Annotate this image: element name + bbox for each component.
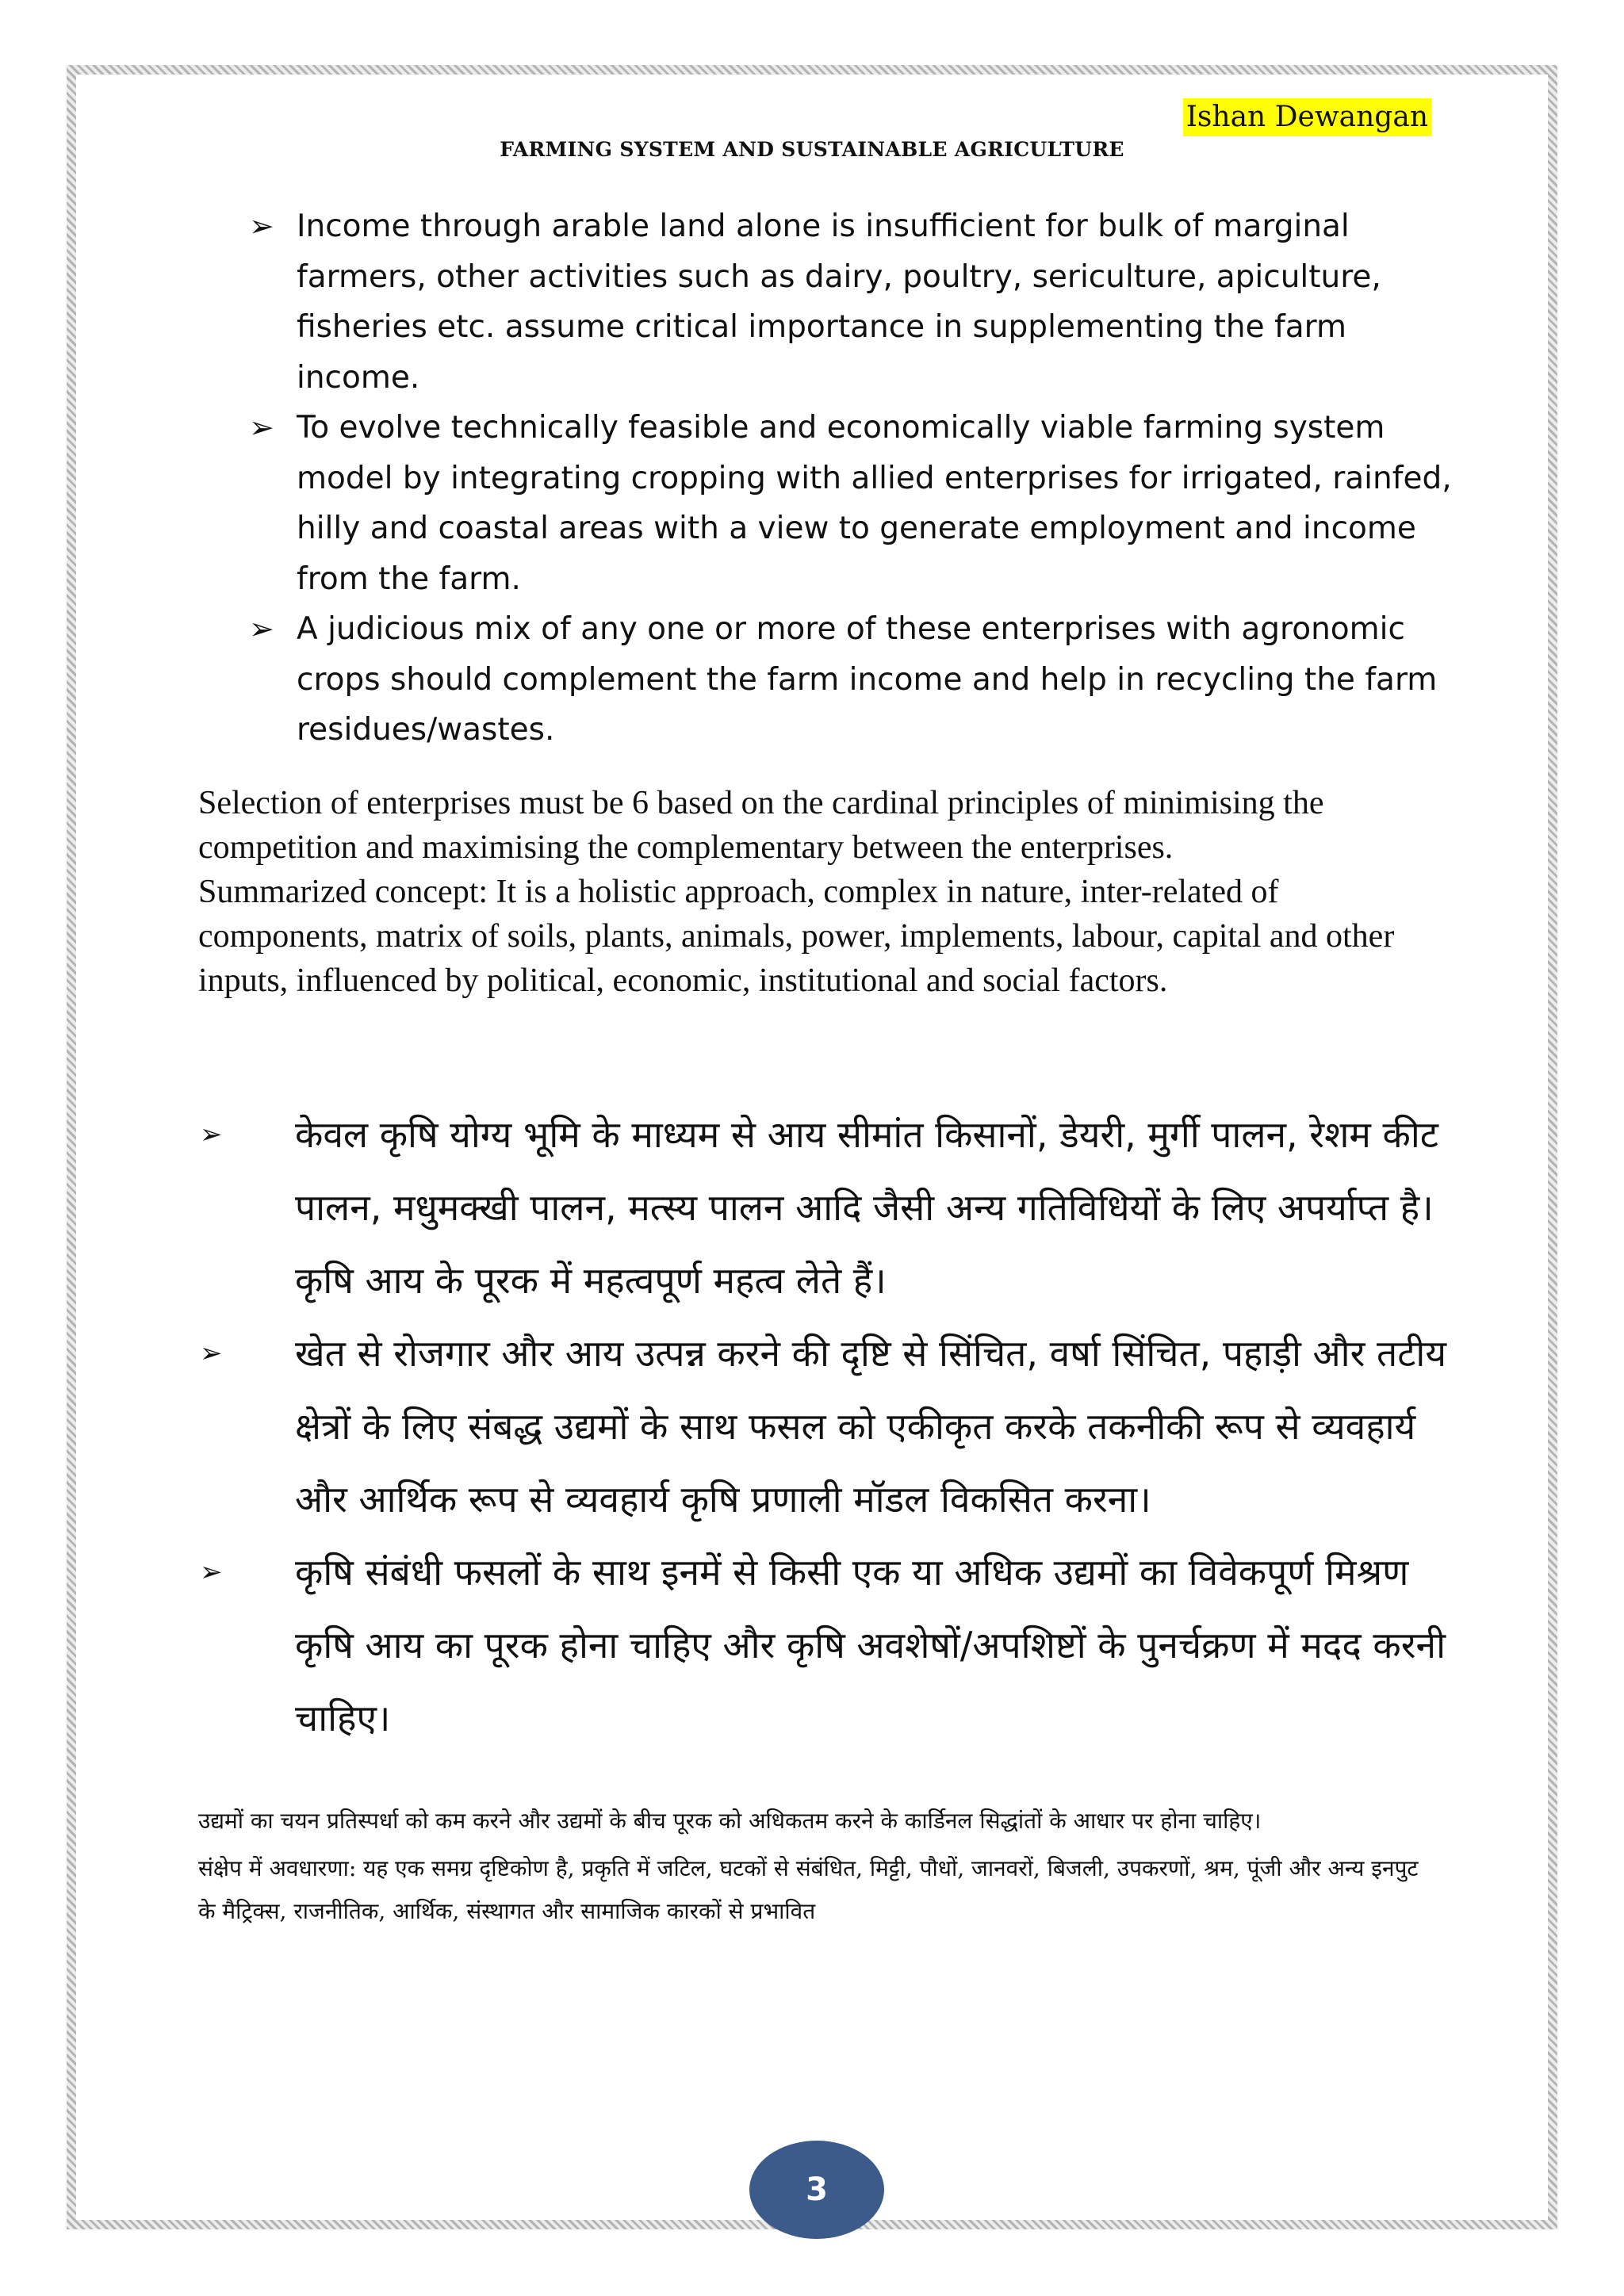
page-number-badge: 3 [749,2141,884,2239]
enterprise-selection-paragraph: Selection of enterprises must be 6 based on the cardinal principles of minimising the competition and maximising the complementary between the enterprises. [198,785,1324,866]
english-bullet-list [249,201,1454,756]
bullet-text: A judicious mix of any one or more of these enterprises with agronomic crops should complement the farm income and help in recycling the farm residues/wastes. [297,611,1438,748]
arrow-bullet-icon: ➢ [249,611,274,646]
bullet-text: खेत से रोजगार और आय उत्पन्न करने की दृष्टि से सिंचित, वर्षा सिंचित, पहाड़ी और तटीय क्षेत्रों के लिए संबद्ध उद्यमों के साथ फसल को एकीकृत करके तकनीकी रूप से व्यवहार्य और आर्थिक रूप से व्यवहार्य कृषि प्रणाली मॉडल विकसित करना। [295,1332,1447,1521]
english-paragraphs [198,781,1435,1003]
hindi-bullet-list [200,1098,1469,1755]
list-item [249,604,1454,756]
summarized-concept-paragraph: Summarized concept: It is a holistic approach, complex in nature, inter-related of components, matrix of soils, plants, animals, power, implements, labour, capital and other inputs, influenced by political, economic, institutional and social factors. [198,874,1395,999]
list-item [249,201,1454,403]
hindi-enterprise-selection-paragraph: उद्यमों का चयन प्रतिस्पर्धा को कम करने और उद्यमों के बीच पूरक को अधिकतम करने के कार्डिनल सिद्धांतों के आधार पर होना चाहिए। [198,1808,1262,1834]
arrow-bullet-icon: ➢ [249,209,274,243]
list-item [200,1098,1469,1317]
author-name: Ishan Dewangan [1183,98,1431,136]
hindi-paragraphs [198,1800,1435,1938]
hindi-summarized-concept-paragraph: संक्षेप में अवधारणा: यह एक समग्र दृष्टिकोण है, प्रकृति में जटिल, घटकों से संबंधित, मिट्टी, पौधों, जानवरों, बिजली, उपकरणों, श्रम, पूंजी और अन्य इनपुट के मैट्रिक्स, राजनीतिक, आर्थिक, संस्थागत और सामाजिक कारकों से प्रभावित [198,1855,1419,1924]
arrow-bullet-icon: ➢ [200,1556,223,1588]
bullet-text: Income through arable land alone is insufficient for bulk of marginal farmers, other activities such as dairy, poultry, sericulture, apiculture, fisheries etc. assume critical importance in supplementing the farm income. [297,209,1381,396]
bullet-text: केवल कृषि योग्य भूमि के माध्यम से आय सीमांत किसानों, डेयरी, मुर्गी पालन, रेशम कीट पालन, मधुमक्खी पालन, मत्स्य पालन आदि जैसी अन्य गतिविधियों के लिए अपर्याप्त है। कृषि आय के पूरक में महत्वपूर्ण महत्व लेते हैं। [295,1113,1438,1302]
running-header-title: FARMING SYSTEM AND SUSTAINABLE AGRICULTURE [500,138,1124,161]
bullet-text: कृषि संबंधी फसलों के साथ इनमें से किसी एक या अधिक उद्यमों का विवेकपूर्ण मिश्रण कृषि आय का पूरक होना चाहिए और कृषि अवशेषों/अपशिष्टों के पुनर्चक्रण में मदद करनी चाहिए। [295,1551,1446,1739]
arrow-bullet-icon: ➢ [200,1337,223,1369]
bullet-text: To evolve technically feasible and economically viable farming system model by integrating cropping with allied enterprises for irrigated, rainfed, hilly and coastal areas with a view to generate employment and income from the farm. [297,410,1452,597]
list-item [200,1536,1469,1755]
list-item [249,403,1454,604]
list-item [200,1317,1469,1536]
arrow-bullet-icon: ➢ [249,410,274,445]
arrow-bullet-icon: ➢ [200,1119,223,1150]
